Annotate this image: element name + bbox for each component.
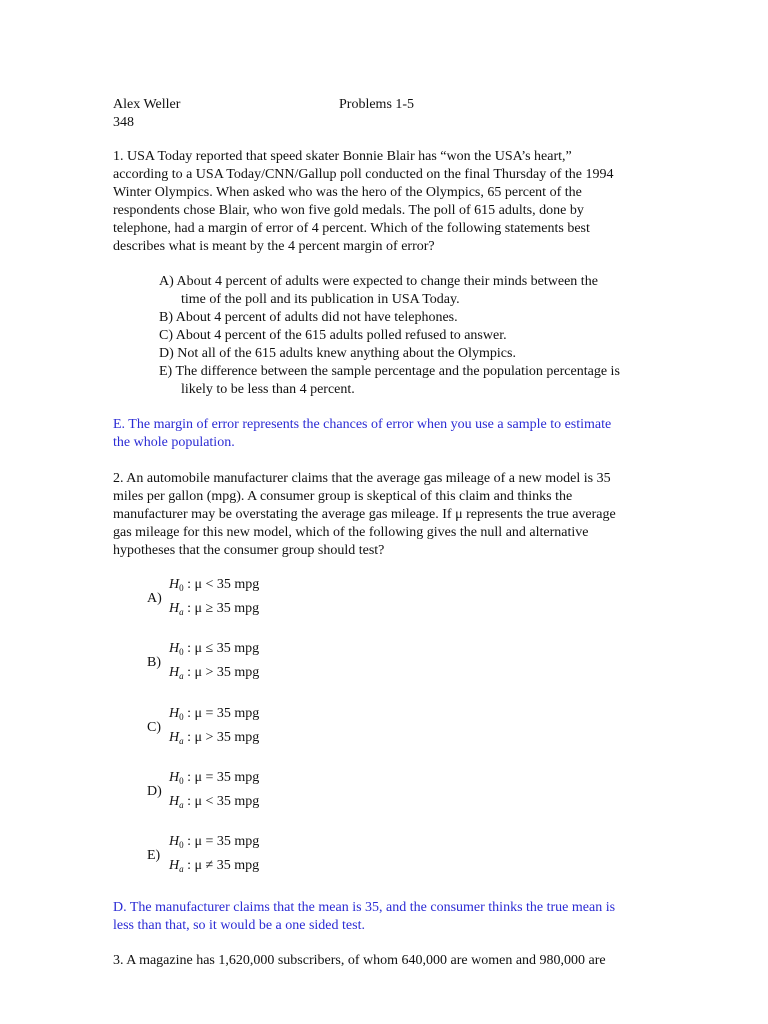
question-2-line: gas mileage for this new model, which of the following gives the null and alternative [113, 525, 589, 540]
author-name: Alex Weller [113, 97, 181, 112]
question-1-line: telephone, had a margin of error of 4 percent. Which of the following statements best [113, 221, 590, 236]
question-2-line: miles per gallon (mpg). A consumer group is skeptical of this claim and thinks the [113, 489, 573, 504]
null-hypothesis: $H_0$ : μ = 35 mpg [169, 834, 260, 850]
question-1-option-b: B) About 4 percent of adults did not have telephones. [159, 310, 458, 325]
option-label: A) [147, 591, 162, 606]
answer-line: E. The margin of error represents the chances of error when you use a sample to estimate [113, 417, 612, 432]
answer-line: D. The manufacturer claims that the mean is 35, and the consumer thinks the true mean is [113, 900, 616, 915]
alternative-hypothesis: $H_a$ : μ > 35 mpg [169, 730, 260, 746]
null-hypothesis-expr: : μ = 35 mpg [187, 834, 260, 849]
question-1-text [113, 148, 658, 256]
alternative-hypothesis-expr: : μ < 35 mpg [187, 794, 260, 809]
question-2-line: 2. An automobile manufacturer claims that the average gas mileage of a new model is 35 [113, 471, 611, 486]
question-1-option-d: D) Not all of the 615 adults knew anything about the Olympics. [159, 346, 516, 361]
alternative-hypothesis: $H_a$ : μ ≠ 35 mpg [169, 858, 260, 874]
question-1-option-c: C) About 4 percent of the 615 adults polled refused to answer. [159, 328, 507, 343]
question-1-line: respondents chose Blair, who won five gold medals. The poll of 615 adults, done by [113, 203, 584, 218]
answer-line: the whole population. [113, 435, 235, 450]
document-title: Problems 1-5 [339, 97, 415, 112]
question-1-option-a-continued: time of the poll and its publication in USA Today. [181, 292, 460, 307]
question-2-line: manufacturer may be overstating the average gas mileage. If μ represents the true average [113, 507, 616, 522]
alternative-hypothesis-expr: : μ ≠ 35 mpg [187, 858, 260, 873]
alternative-hypothesis: $H_a$ : μ ≥ 35 mpg [169, 601, 260, 617]
question-1-line: according to a USA Today/CNN/Gallup poll conducted on the final Thursday of the 1994 [113, 167, 614, 182]
question-1-option-e: E) The difference between the sample percentage and the population percentage is [159, 364, 620, 379]
course-number: 348 [113, 115, 134, 130]
alternative-hypothesis-expr: : μ > 35 mpg [187, 730, 260, 745]
question-3-line: 3. A magazine has 1,620,000 subscribers, of whom 640,000 are women and 980,000 are [113, 953, 606, 968]
question-1-answer [113, 416, 658, 452]
null-hypothesis-expr: : μ < 35 mpg [187, 577, 260, 592]
question-1-line: describes what is meant by the 4 percent margin of error? [113, 239, 435, 254]
null-hypothesis-expr: : μ ≤ 35 mpg [187, 641, 260, 656]
question-1-option-e-continued: likely to be less than 4 percent. [181, 382, 355, 397]
question-2-line: hypotheses that the consumer group should test? [113, 543, 385, 558]
question-2-text [113, 470, 658, 560]
null-hypothesis: $H_0$ : μ ≤ 35 mpg [169, 641, 260, 657]
null-hypothesis: $H_0$ : μ < 35 mpg [169, 577, 260, 593]
null-hypothesis: $H_0$ : μ = 35 mpg [169, 770, 260, 786]
question-1-option-a: A) About 4 percent of adults were expected to change their minds between the [159, 274, 598, 289]
answer-line: less than that, so it would be a one sided test. [113, 918, 365, 933]
option-label: D) [147, 784, 162, 799]
alternative-hypothesis: $H_a$ : μ > 35 mpg [169, 665, 260, 681]
question-1-line: Winter Olympics. When asked who was the hero of the Olympics, 65 percent of the [113, 185, 582, 200]
question-1-line: 1. USA Today reported that speed skater Bonnie Blair has “won the USA’s heart,” [113, 149, 572, 164]
null-hypothesis-expr: : μ = 35 mpg [187, 770, 260, 785]
option-label: C) [147, 720, 161, 735]
alternative-hypothesis-expr: : μ > 35 mpg [187, 665, 260, 680]
alternative-hypothesis: $H_a$ : μ < 35 mpg [169, 794, 260, 810]
option-label: B) [147, 655, 161, 670]
null-hypothesis: $H_0$ : μ = 35 mpg [169, 706, 260, 722]
option-label: E) [147, 848, 161, 863]
alternative-hypothesis-expr: : μ ≥ 35 mpg [187, 601, 260, 616]
question-3-text [113, 952, 658, 970]
null-hypothesis-expr: : μ = 35 mpg [187, 706, 260, 721]
question-2-answer [113, 899, 658, 935]
